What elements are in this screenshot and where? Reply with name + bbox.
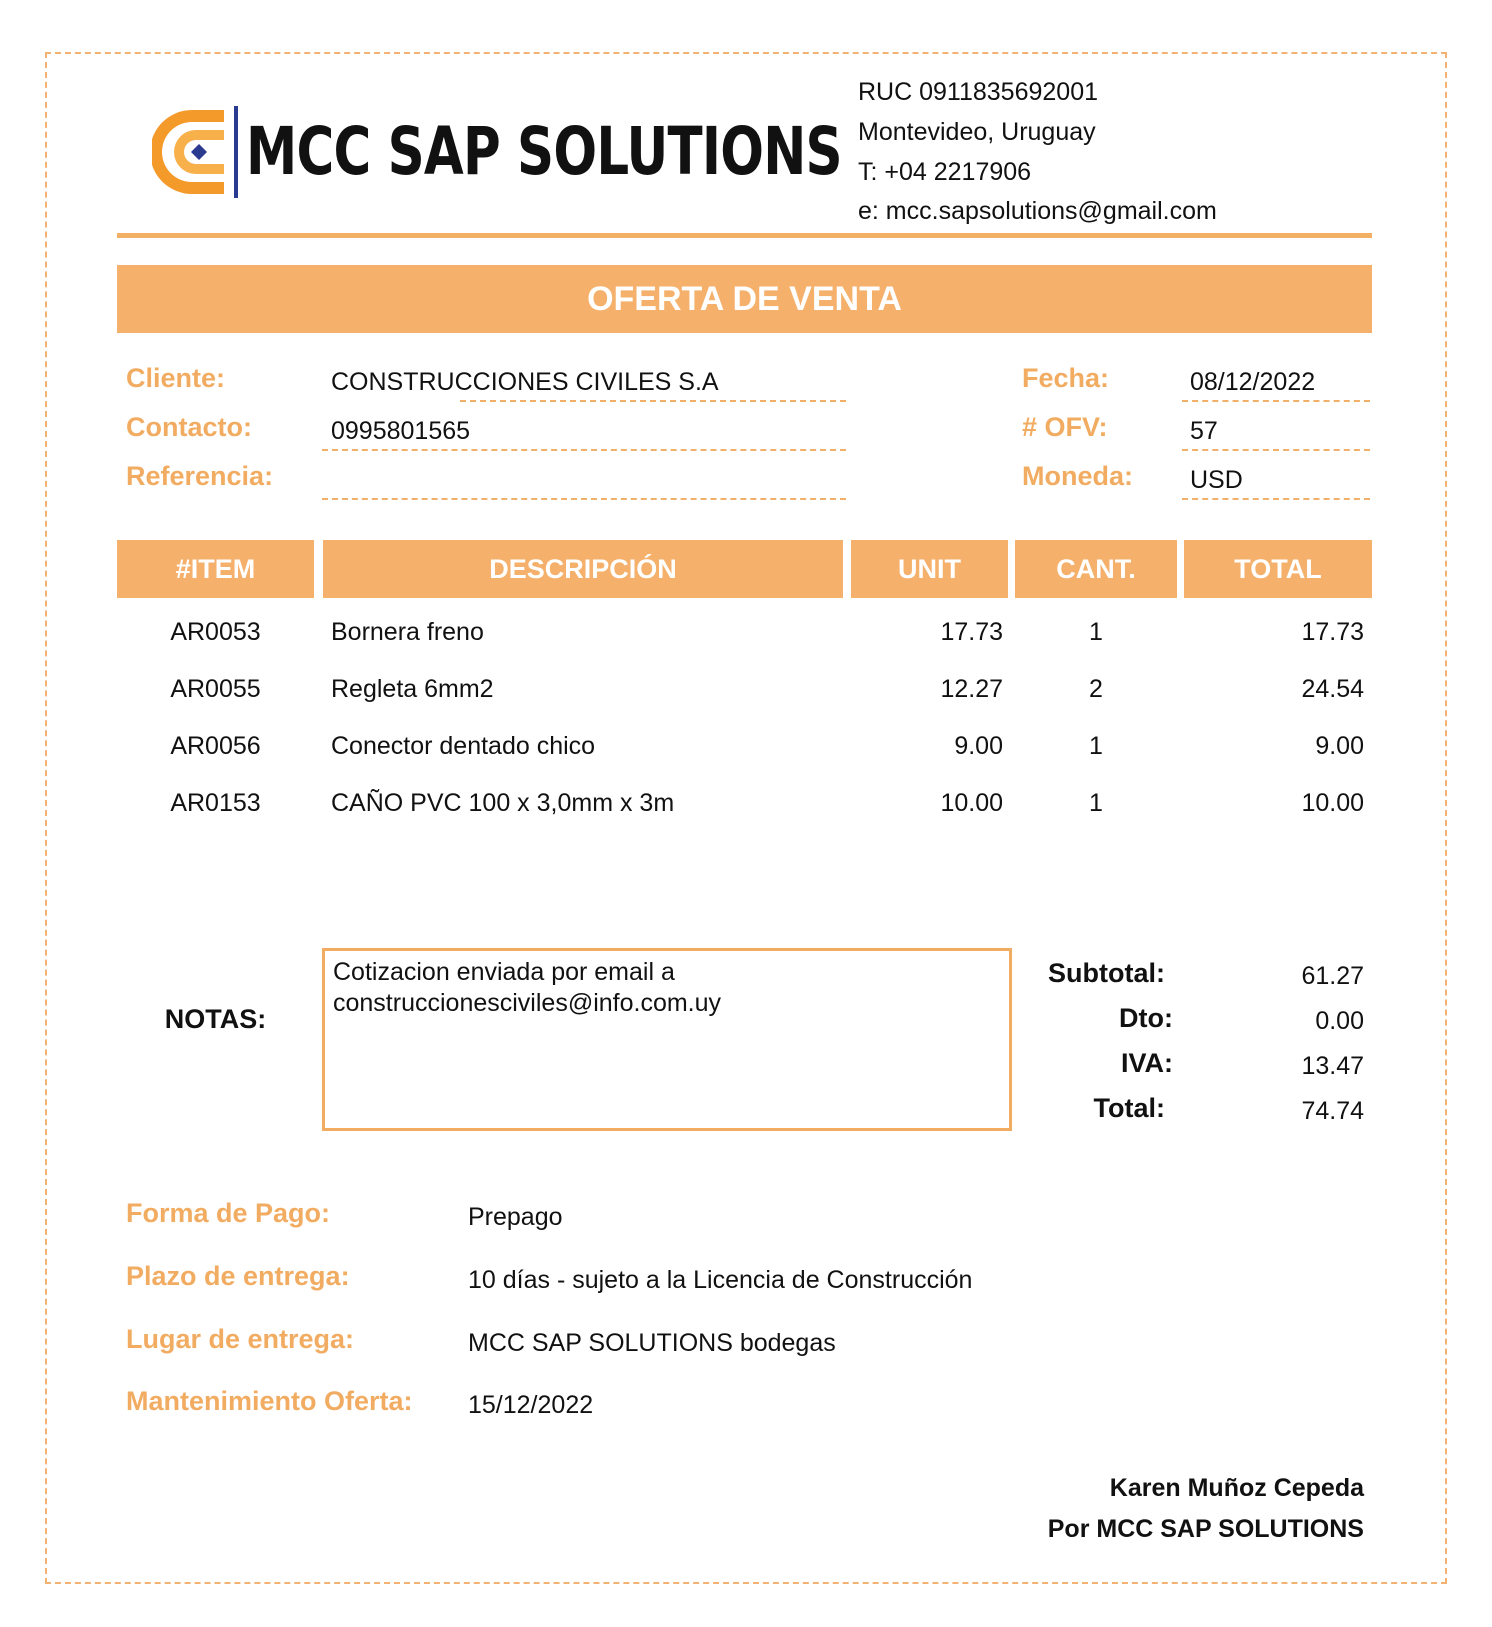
plazo-label: Plazo de entrega: <box>126 1261 350 1291</box>
row-item: AR0055 <box>170 675 261 703</box>
mantenimiento-label: Mantenimiento Oferta: <box>126 1386 413 1416</box>
total-label: Total: <box>1093 1093 1165 1123</box>
notes-box <box>322 948 1012 1131</box>
moneda-label: Moneda: <box>1022 461 1133 491</box>
table-row <box>117 789 1372 829</box>
row-total: 10.00 <box>1301 789 1364 817</box>
lugar-value: MCC SAP SOLUTIONS bodegas <box>468 1329 836 1357</box>
mantenimiento-value: 15/12/2022 <box>468 1391 594 1419</box>
row-desc: CAÑO PVC 100 x 3,0mm x 3m <box>331 789 675 817</box>
row-desc: Bornera freno <box>331 618 484 646</box>
notes-line-1: Cotizacion enviada por email a <box>333 958 675 986</box>
company-ruc: RUC 0911835692001 <box>858 78 1099 106</box>
row-cant: 1 <box>1089 732 1103 760</box>
lugar-label: Lugar de entrega: <box>126 1324 355 1354</box>
company-name-logo: MCC SAP SOLUTIONS <box>246 113 842 190</box>
cliente-value: CONSTRUCCIONES CIVILES S.A <box>331 368 719 396</box>
row-unit: 17.73 <box>940 618 1003 646</box>
notes-line-2: construccionesciviles@info.com.uy <box>333 989 722 1017</box>
notes-label: NOTAS: <box>164 1004 267 1034</box>
table-row <box>117 732 1372 772</box>
row-cant: 1 <box>1089 618 1103 646</box>
referencia-underline <box>322 498 846 500</box>
subtotal-value: 61.27 <box>1301 962 1364 990</box>
cliente-underline <box>460 400 846 402</box>
signer-company: Por MCC SAP SOLUTIONS <box>1047 1515 1364 1543</box>
moneda-underline <box>1182 498 1370 500</box>
row-unit: 10.00 <box>940 789 1003 817</box>
row-item: AR0056 <box>170 732 261 760</box>
signer-name: Karen Muñoz Cepeda <box>1109 1474 1364 1502</box>
total-value: 74.74 <box>1301 1097 1364 1125</box>
contacto-label: Contacto: <box>126 412 252 442</box>
logo-mark-icon <box>152 104 247 200</box>
row-unit: 12.27 <box>940 675 1003 703</box>
pago-value: Prepago <box>468 1203 563 1231</box>
col-header-desc: DESCRIPCIÓN <box>323 540 843 598</box>
iva-value: 13.47 <box>1301 1052 1364 1080</box>
company-email: e: mcc.sapsolutions@gmail.com <box>858 197 1217 225</box>
col-header-total: TOTAL <box>1184 540 1372 598</box>
table-row <box>117 618 1372 658</box>
dto-label: Dto: <box>1119 1003 1173 1033</box>
row-cant: 1 <box>1089 789 1103 817</box>
ofv-underline <box>1182 449 1370 451</box>
row-cant: 2 <box>1089 675 1103 703</box>
pago-label: Forma de Pago: <box>126 1198 331 1228</box>
row-total: 17.73 <box>1301 618 1364 646</box>
company-phone: T: +04 2217906 <box>858 158 1032 186</box>
table-row <box>117 675 1372 715</box>
document-title: OFERTA DE VENTA <box>117 265 1372 333</box>
plazo-value: 10 días - sujeto a la Licencia de Construcción <box>468 1266 973 1294</box>
row-desc: Regleta 6mm2 <box>331 675 494 703</box>
cliente-label: Cliente: <box>126 363 226 393</box>
row-item: AR0153 <box>170 789 261 817</box>
referencia-label: Referencia: <box>126 461 274 491</box>
row-desc: Conector dentado chico <box>331 732 596 760</box>
col-header-cant: CANT. <box>1015 540 1177 598</box>
col-header-item: #ITEM <box>117 540 314 598</box>
ofv-value: 57 <box>1190 417 1218 445</box>
ofv-label: # OFV: <box>1022 412 1108 442</box>
company-city: Montevideo, Uruguay <box>858 118 1096 146</box>
header-divider <box>117 233 1372 238</box>
fecha-value: 08/12/2022 <box>1190 368 1316 396</box>
dto-value: 0.00 <box>1315 1007 1364 1035</box>
row-item: AR0053 <box>170 618 261 646</box>
fecha-label: Fecha: <box>1022 363 1110 393</box>
subtotal-label: Subtotal: <box>1048 958 1165 988</box>
contacto-value: 0995801565 <box>331 417 471 445</box>
company-logo <box>152 104 247 200</box>
contacto-underline <box>322 449 846 451</box>
iva-label: IVA: <box>1121 1048 1173 1078</box>
moneda-value: USD <box>1190 466 1243 494</box>
col-header-unit: UNIT <box>851 540 1008 598</box>
row-total: 9.00 <box>1315 732 1364 760</box>
row-unit: 9.00 <box>954 732 1003 760</box>
row-total: 24.54 <box>1301 675 1364 703</box>
fecha-underline <box>1182 400 1370 402</box>
